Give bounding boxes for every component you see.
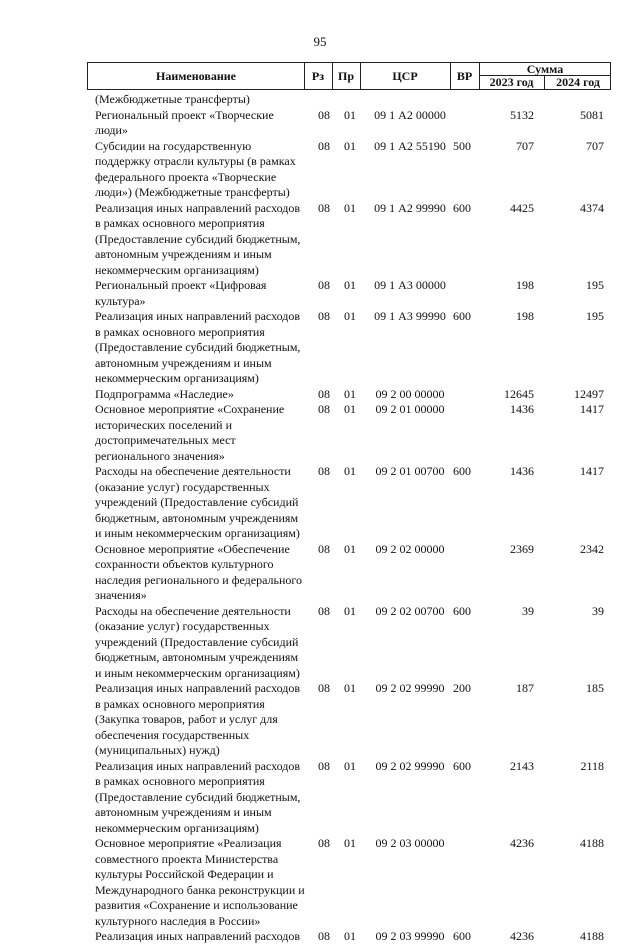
table-row — [0, 92, 640, 108]
table-row — [0, 759, 640, 837]
row-sum-2024: 4188 — [580, 836, 604, 850]
row-sum-2024: 195 — [586, 278, 604, 292]
row-vr: 500 — [453, 138, 471, 153]
row-sum-2023: 187 — [516, 681, 534, 695]
row-sum-2023: 198 — [516, 278, 534, 292]
row-pr: 01 — [344, 541, 356, 556]
row-csr: 09 2 00 00000 — [375, 386, 445, 401]
row-csr: 09 1 А3 00000 — [374, 278, 446, 292]
row-sum-2024: 4374 — [580, 200, 604, 215]
row-pr: 01 — [344, 138, 356, 153]
row-sum-2024: 2118 — [580, 758, 604, 773]
header-sum: Сумма — [479, 63, 611, 76]
row-csr: 09 2 03 00000 — [375, 836, 445, 850]
table-row — [0, 309, 640, 387]
table-row — [0, 604, 640, 682]
row-pr: 01 — [344, 681, 356, 695]
row-sum-2024: 2342 — [580, 541, 604, 556]
row-pr: 01 — [344, 464, 356, 478]
row-csr: 09 1 А3 99990 — [374, 309, 446, 323]
row-name: Реализация иных направлений расходов в рамках основного мероприятия (Закупка товаров, работ и услуг для обеспечения государственных (муниципальных) нужд) — [95, 681, 301, 757]
row-csr: 09 1 А2 00000 — [374, 107, 446, 122]
row-pr: 01 — [344, 200, 356, 215]
header-csr: ЦСР — [360, 63, 451, 89]
row-csr: 09 2 01 00700 — [375, 464, 445, 478]
row-rz: 08 — [318, 758, 330, 773]
row-vr: 600 — [453, 929, 471, 943]
header-2023: 2023 год — [479, 75, 545, 89]
row-name: Расходы на обеспечение деятельности (оказание услуг) государственных учреждений (Предоставление субсидий бюджетным, автономным учреждениям и иным некоммерческим организациям) — [95, 603, 300, 680]
row-rz: 08 — [318, 603, 330, 618]
table-row — [0, 836, 640, 929]
row-sum-2023: 198 — [516, 309, 534, 323]
table-row — [0, 108, 640, 139]
table-row — [0, 464, 640, 542]
row-name: (Межбюджетные трансферты) — [95, 92, 250, 106]
row-pr: 01 — [344, 386, 356, 401]
row-rz: 08 — [318, 541, 330, 556]
table-body — [0, 92, 640, 945]
row-rz: 08 — [318, 386, 330, 401]
header-vr: ВР — [450, 63, 480, 89]
row-sum-2024: 12497 — [574, 386, 604, 401]
row-name: Реализация иных направлений расходов — [95, 929, 301, 943]
row-rz: 08 — [318, 309, 330, 323]
row-rz: 08 — [318, 929, 330, 943]
header-2024: 2024 год — [556, 74, 600, 89]
row-csr: 09 2 03 99990 — [375, 929, 445, 943]
row-sum-2023: 1436 — [510, 464, 534, 478]
row-csr: 09 2 02 00000 — [375, 541, 445, 556]
row-sum-2023: 4236 — [510, 836, 534, 850]
row-rz: 08 — [318, 278, 330, 292]
row-pr: 01 — [344, 929, 356, 943]
table-row — [0, 201, 640, 279]
table-row — [0, 139, 640, 201]
row-csr: 09 1 А2 99990 — [374, 200, 446, 215]
row-csr: 09 2 02 99990 — [375, 681, 445, 695]
row-name: Расходы на обеспечение деятельности (оказание услуг) государственных учреждений (Предоставление субсидий бюджетным, автономным учреждениям и иным некоммерческим организациям) — [95, 464, 300, 540]
table-header — [87, 62, 611, 90]
row-name: Субсидии на государственную поддержку отрасли культуры (в рамках федерального проекта «Творческие люди») (Межбюджетные трансферты) — [95, 138, 296, 199]
row-name: Региональный проект «Цифровая культура» — [95, 278, 267, 308]
row-name: Реализация иных направлений расходов в рамках основного мероприятия (Предоставление субсидий бюджетным, автономным учреждениям и иным некоммерческим организациям) — [95, 200, 301, 277]
row-sum-2024: 1417 — [580, 464, 604, 478]
row-pr: 01 — [344, 836, 356, 850]
row-sum-2023: 39 — [522, 603, 534, 618]
row-name: Основное мероприятие «Сохранение исторических поселений и достопримечательных мест регионального значения» — [95, 402, 285, 463]
row-rz: 08 — [318, 107, 330, 122]
row-sum-2024: 1417 — [580, 402, 604, 416]
header-pr: Пр — [332, 63, 361, 89]
row-rz: 08 — [318, 464, 330, 478]
row-sum-2023: 1436 — [510, 402, 534, 416]
row-pr: 01 — [344, 278, 356, 292]
table-row — [0, 929, 640, 945]
table-row — [0, 387, 640, 403]
row-sum-2024: 39 — [592, 603, 604, 618]
row-csr: 09 2 02 00700 — [375, 603, 445, 618]
row-sum-2024: 707 — [586, 138, 604, 153]
row-pr: 01 — [344, 402, 356, 416]
row-pr: 01 — [344, 603, 356, 618]
row-rz: 08 — [318, 402, 330, 416]
row-pr: 01 — [344, 107, 356, 122]
row-vr: 600 — [453, 758, 471, 773]
row-vr: 600 — [453, 309, 471, 323]
row-sum-2023: 12645 — [504, 386, 534, 401]
header-name: Наименование — [88, 63, 305, 89]
row-sum-2023: 2369 — [510, 541, 534, 556]
row-vr: 600 — [453, 200, 471, 215]
header-rz: Рз — [304, 63, 333, 89]
row-name: Основное мероприятие «Реализация совместного проекта Министерства культуры Российской Федерации и Международного банка реконструкции и развития «Сохранение и использование культурного наследия в России» — [95, 836, 305, 928]
table-row — [0, 681, 640, 759]
row-vr: 600 — [453, 464, 471, 478]
row-name: Реализация иных направлений расходов в рамках основного мероприятия (Предоставление субсидий бюджетным, автономным учреждениям и иным некоммерческим организациям) — [95, 758, 301, 835]
row-sum-2024: 195 — [586, 309, 604, 323]
table-row — [0, 542, 640, 604]
page-number: 95 — [313, 34, 327, 49]
row-rz: 08 — [318, 836, 330, 850]
row-csr: 09 2 02 99990 — [375, 758, 445, 773]
row-pr: 01 — [344, 309, 356, 323]
row-sum-2023: 5132 — [510, 107, 534, 122]
row-sum-2023: 4236 — [510, 929, 534, 943]
row-vr: 200 — [453, 681, 471, 695]
row-name: Основное мероприятие «Обеспечение сохранности объектов культурного наследия регионального и федерального значения» — [95, 541, 303, 602]
row-name: Реализация иных направлений расходов в рамках основного мероприятия (Предоставление субсидий бюджетным, автономным учреждениям и иным некоммерческим организациям) — [95, 309, 301, 385]
row-sum-2023: 707 — [516, 138, 534, 153]
row-name: Региональный проект «Творческие люди» — [95, 107, 274, 137]
row-sum-2023: 2143 — [510, 758, 534, 773]
row-pr: 01 — [344, 758, 356, 773]
row-sum-2024: 4188 — [580, 929, 604, 943]
table-row — [0, 402, 640, 464]
row-vr: 600 — [453, 603, 471, 618]
row-csr: 09 1 А2 55190 — [374, 138, 446, 153]
row-rz: 08 — [318, 138, 330, 153]
table-row — [0, 278, 640, 309]
row-csr: 09 2 01 00000 — [375, 402, 445, 416]
row-sum-2023: 4425 — [510, 200, 534, 215]
row-sum-2024: 185 — [586, 681, 604, 695]
row-rz: 08 — [318, 200, 330, 215]
row-rz: 08 — [318, 681, 330, 695]
row-name: Подпрограмма «Наследие» — [95, 386, 234, 401]
row-sum-2024: 5081 — [580, 107, 604, 122]
